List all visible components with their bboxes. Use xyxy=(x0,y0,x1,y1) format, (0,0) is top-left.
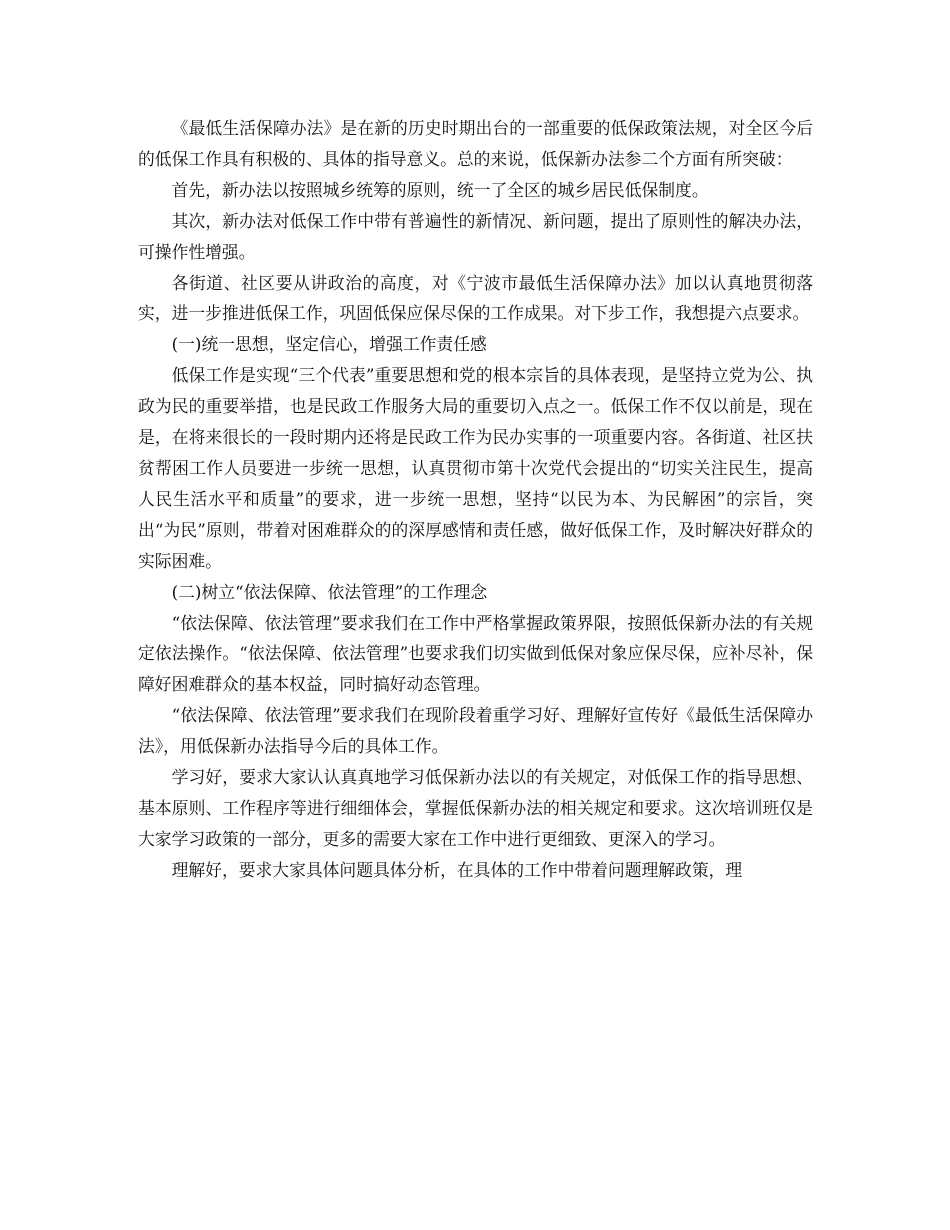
paragraph-study: 学习好，要求大家认认真真地学习低保新办法以的有关规定，对低保工作的指导思想、基本原则、工作程序等进行细细体会，掌握低保新办法的相关规定和要求。这次培训班仅是大家学习政策的一部分，更多的需要大家在工作中进行更细致、更深入的学习。 xyxy=(138,767,813,849)
section-heading-2: (二)树立“依法保障、依法管理”的工作理念 xyxy=(171,581,488,602)
paragraph-section-2a: “依法保障、依法管理”要求我们在工作中严格掌握政策界限，按照低保新办法的有关规定依法操作。“依法保障、依法管理”也要求我们切实做到低保对象应保尽保，应补尽补，保障好困难群众的基本权益，同时搞好动态管理。 xyxy=(138,612,813,695)
paragraph-understand: 理解好，要求大家具体问题具体分析，在具体的工作中带着问题理解政策，理 xyxy=(171,859,743,880)
section-heading-1: (一)统一思想，坚定信心，增强工作责任感 xyxy=(171,334,487,355)
paragraph-intro: 《最低生活保障办法》是在新的历史时期出台的一部重要的低保政策法规，对全区今后的低保工作具有积极的、具体的指导意义。总的来说，低保新办法参二个方面有所突破： xyxy=(138,118,813,169)
paragraph-section-1: 低保工作是实现“三个代表”重要思想和党的根本宗旨的具体表现，是坚持立党为公、执政为民的重要举措，也是民政工作服务大局的重要切入点之一。低保工作不仅以前是，现在是，在将来很长的一段时期内还将是民政工作为民办实事的一项重要内容。各街道、社区扶贫帮困工作人员要进一步统一思想，认真贯彻市第十次党代会提出的“切实关注民生，提高人民生活水平和质量”的要求，进一步统一思想，坚持“以民为本、为民解困”的宗旨，突出“为民”原则，带着对困难群众的的深厚感情和责任感，做好低保工作，及时解决好群众的实际困难。 xyxy=(138,365,813,571)
paragraph-requirements-intro: 各街道、社区要从讲政治的高度，对《宁波市最低生活保障办法》加以认真地贯彻落实，进一步推进低保工作，巩固低保应保尽保的工作成果。对下步工作，我想提六点要求。 xyxy=(138,272,813,324)
document-body xyxy=(138,113,813,886)
paragraph-second-point: 其次，新办法对低保工作中带有普遍性的新情况、新问题，提出了原则性的解决办法，可操作性增强。 xyxy=(138,210,813,262)
paragraph-section-2b: “依法保障、依法管理”要求我们在现阶段着重学习好、理解好宣传好《最低生活保障办法》，用低保新办法指导今后的具体工作。 xyxy=(138,705,813,757)
paragraph-first-point: 首先，新办法以按照城乡统筹的原则，统一了全区的城乡居民低保制度。 xyxy=(171,179,709,200)
